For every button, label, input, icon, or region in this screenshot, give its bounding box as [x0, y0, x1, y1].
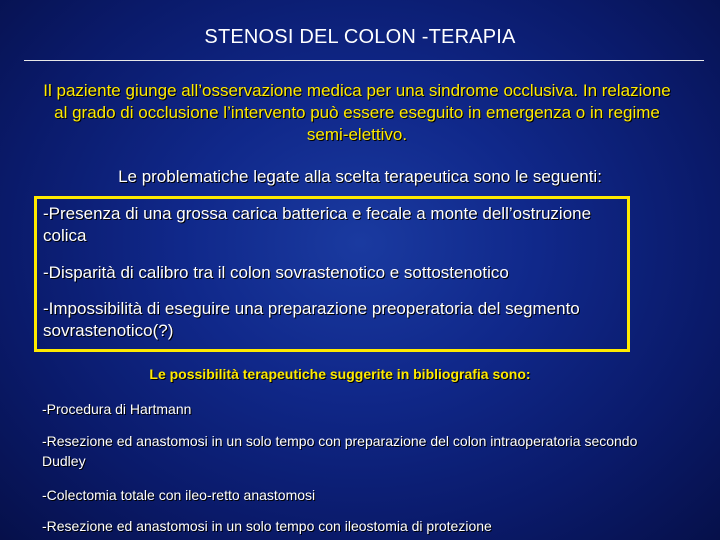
title-divider [24, 60, 704, 61]
problem-item: -Disparità di calibro tra il colon sovrastenotico e sottostenotico [43, 263, 509, 282]
options-heading: Le possibilità terapeutiche suggerite in bibliografia sono: [149, 366, 531, 382]
option-item: -Resezione ed anastomosi in un solo tempo con ileostomia di protezione [42, 518, 492, 534]
intro-paragraph: Il paziente giunge all’osservazione medica per una sindrome occlusiva. In relazione al grado di occlusione l’intervento può essere eseguito in emergenza o in regime semi-elettivo. [43, 81, 671, 144]
problems-lead: Le problematiche legate alla scelta terapeutica sono le seguenti: [118, 167, 602, 186]
problem-item: -Presenza di una grossa carica batterica e fecale a monte dell’ostruzione colica [43, 204, 592, 245]
slide-title: STENOSI DEL COLON -TERAPIA [204, 26, 516, 48]
option-item: -Procedura di Hartmann [42, 401, 192, 417]
option-item: -Resezione ed anastomosi in un solo tempo con preparazione del colon intraoperatoria secondo Dudley [42, 433, 638, 469]
problem-item: -Impossibilità di eseguire una preparazione preoperatoria del segmento sovrastenotico(?) [43, 299, 580, 340]
option-item: -Colectomia totale con ileo-retto anastomosi [42, 487, 316, 503]
